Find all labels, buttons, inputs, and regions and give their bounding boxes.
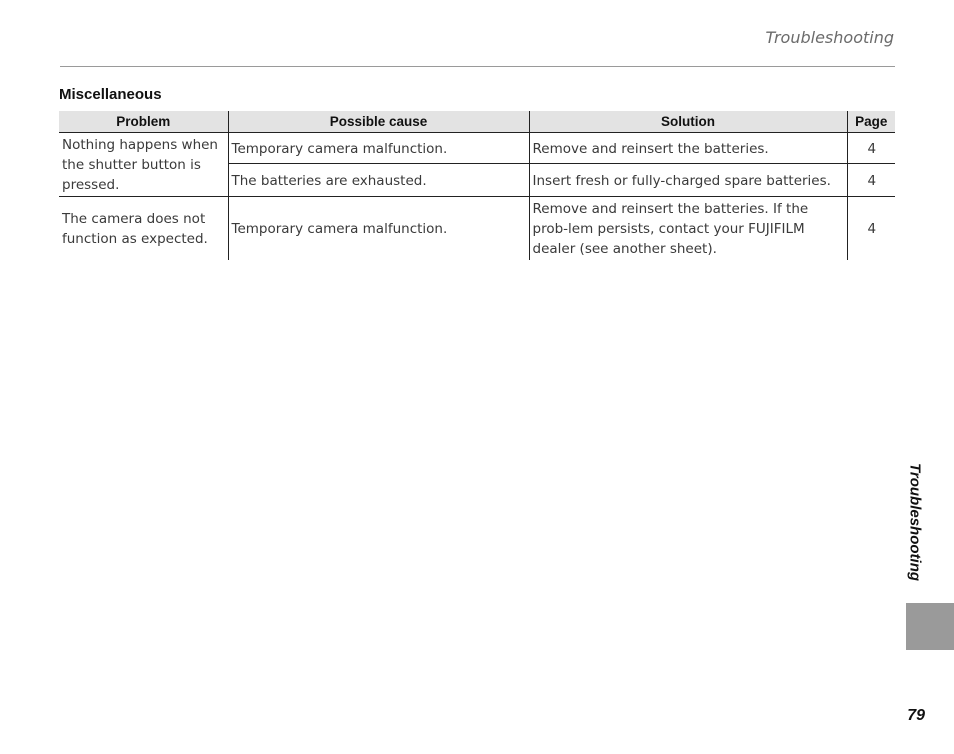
section-heading: Miscellaneous [59, 86, 162, 103]
solution-cell: Remove and reinsert the batteries. [529, 133, 847, 164]
page-cell: 4 [847, 164, 895, 197]
column-header-solution: Solution [529, 111, 847, 133]
cause-cell: Temporary camera malfunction. [228, 133, 529, 164]
page-cell: 4 [847, 197, 895, 261]
section-tab-marker [906, 603, 954, 650]
side-section-label-text: Troubleshooting [906, 462, 924, 582]
page-number: 79 [907, 707, 925, 724]
column-header-problem: Problem [59, 111, 228, 133]
column-header-page: Page [847, 111, 895, 133]
problem-cell: Nothing happens when the shutter button is pressed. [62, 137, 218, 193]
troubleshooting-table [59, 111, 895, 260]
cause-cell: Temporary camera malfunction. [228, 197, 529, 261]
column-header-cause: Possible cause [228, 111, 529, 133]
solution-cell: Insert fresh or fully-charged spare batteries. [529, 164, 847, 197]
table-row [59, 133, 895, 164]
problem-cell: The camera does not function as expected. [59, 197, 228, 261]
header-divider [60, 66, 895, 67]
side-section-label [904, 452, 926, 592]
solution-cell: Remove and reinsert the batteries. If the prob-lem persists, contact your FUJIFILM dealer (see another sheet). [529, 197, 847, 261]
table-header-row [59, 111, 895, 133]
cause-cell: The batteries are exhausted. [228, 164, 529, 197]
table-row [59, 197, 895, 261]
page-cell: 4 [847, 133, 895, 164]
running-header: Troubleshooting [765, 28, 894, 47]
